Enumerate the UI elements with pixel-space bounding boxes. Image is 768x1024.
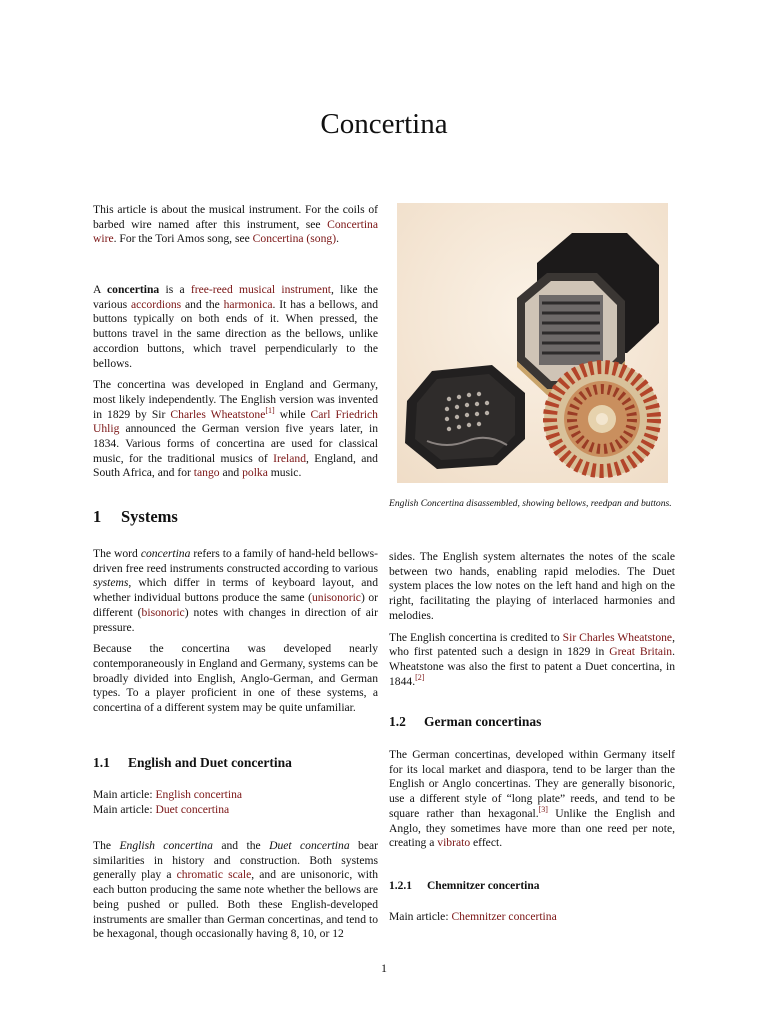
chromatic-scale-link[interactable]: chromatic scale	[176, 868, 252, 882]
concertina-illustration	[397, 203, 668, 483]
charles-wheatstone-link[interactable]: Charles Wheatstone	[170, 407, 266, 421]
concertina-song-link[interactable]: Concertina (song)	[252, 232, 337, 246]
right-column	[389, 550, 675, 696]
carl-uhlig-link[interactable]: Carl Friedrich Uhlig	[93, 407, 378, 436]
section-heading-systems: 1 Systems	[93, 507, 178, 526]
main-article-english: Main article: English concertina	[93, 788, 243, 801]
intro	[93, 283, 378, 488]
section-heading-german: 1.2 German concertinas	[389, 714, 542, 729]
tango-link[interactable]: tango	[193, 466, 220, 480]
accordions-link[interactable]: accordions	[130, 297, 182, 311]
ref-1[interactable]: [1]	[265, 405, 275, 415]
reedpan-icon	[544, 361, 660, 477]
page-number: 1	[381, 961, 387, 975]
section-english-duet	[93, 756, 378, 771]
section-chemnitzer	[389, 879, 675, 894]
free-reed-link[interactable]: free-reed musical instrument	[190, 283, 331, 296]
sir-charles-wheatstone-link[interactable]: Sir Charles Wheatstone	[562, 630, 673, 644]
chemnitzer-main	[389, 910, 675, 925]
duet-concertina-link[interactable]: Duet concertina	[155, 802, 230, 816]
ref-3[interactable]: [3]	[538, 804, 548, 814]
german-paragraph: The German concertinas, developed within Germany itself for its local market and diaspora, tend to be larger than the English or Anglo concertinas. They are generally bisonoric, use a different style of “long plate” reeds, and tend to be square rather than hexagonal.[3] Unlike the English and Anglo, they sometimes have more than one reed per note, creating a vibrato effect.	[389, 748, 675, 850]
wheatstone-paragraph: The English concertina is credited to Sir Charles Wheatstone, who first patented such a design in 1829 in Great Britain. Wheatstone was also the first to patent a Duet concertina, in 1844.[2]	[389, 630, 675, 688]
english-duet-continued: sides. The English system alternates the notes of the scale between two hands, enabling rapid melodies. The Duet system places the low notes on the left hand and high on the right, facilitating the playing of interlaced harmonies and melodies.	[389, 550, 675, 622]
main-article-chemnitzer: Main article: Chemnitzer concertina	[389, 910, 557, 923]
unisonoric-link[interactable]: unisonoric	[311, 591, 361, 605]
english-duet-paragraph: The English concertina and the Duet concertina bear similarities in history and construction. Both systems generally play a chromatic scale, and are unisonoric, with each button producing the same note whether the bellows are being pushed or pulled. Both these English-developed instruments are smaller than German concertinas, and tend to be hexagonal, though occasionally having 8, 10, or 12	[93, 839, 379, 941]
vibrato-link[interactable]: vibrato	[437, 836, 471, 850]
ireland-link[interactable]: Ireland	[273, 451, 307, 465]
page-title: Concertina	[320, 108, 448, 140]
harmonica-link[interactable]: harmonica	[223, 297, 273, 311]
figure-caption: English Concertina disassembled, showing bellows, reedpan and buttons.	[389, 498, 672, 509]
great-britain-link[interactable]: Great Britain	[609, 645, 673, 659]
polka-link[interactable]: polka	[242, 466, 268, 480]
section-german	[389, 715, 675, 730]
ref-2[interactable]: [2]	[415, 672, 425, 682]
bisonoric-link[interactable]: bisonoric	[141, 605, 185, 619]
concertina-wire-link[interactable]: Concertina wire	[93, 217, 378, 246]
german-body	[389, 748, 675, 858]
english-concertina-link[interactable]: English concertina	[155, 788, 243, 801]
section-systems	[93, 507, 378, 526]
section-heading-chemnitzer: 1.2.1 Chemnitzer concertina	[389, 880, 540, 892]
concertina-photo	[397, 203, 668, 483]
intro-paragraph-2: The concertina was developed in England and Germany, most likely independently. The English version was invented in 1829 by Sir Charles Wheatstone[1] while Carl Friedrich Uhlig announced the German version five years later, in 1834. Various forms of concertina are used for classical music, for the traditional musics of Ireland, England, and South Africa, and for tango and polka music.	[93, 378, 378, 480]
systems-paragraph-2: Because the concertina was developed nearly contemporaneously in England and Germany, systems can be broadly divided into English, Anglo-German, and German types. To a player proficient in one of these systems, a concertina of a different system may be quite unfamiliar.	[93, 642, 378, 715]
english-duet-body	[93, 839, 378, 949]
intro-paragraph-1: A concertina is a free-reed musical instrument, like the various accordions and the harmonica. It has a bellows, and buttons typically on both ends of it. When pressed, the buttons travel in the same direction as the bellows, unlike accordion buttons, which travel perpendicularly to the bellows.	[93, 283, 378, 370]
main-article-duet: Main article: Duet concertina	[93, 802, 230, 816]
systems-paragraph-1: The word concertina refers to a family of hand-held bellows-driven free reed instruments constructed according to various systems, which differ in terms of keyboard layout, and whether individual buttons produce the same (unisonoric) or different (bisonoric) notes with changes in direction of air pressure.	[93, 547, 379, 634]
systems-body	[93, 547, 378, 723]
english-duet-mains	[93, 788, 378, 817]
chemnitzer-concertina-link[interactable]: Chemnitzer concertina	[451, 910, 557, 923]
left-column	[93, 203, 378, 254]
section-heading-english-duet: 1.1 English and Duet concertina	[93, 755, 292, 770]
hatnote: This article is about the musical instrument. For the coils of barbed wire named after this instrument, see Concertina wire. For the Tori Amos song, see Concertina (song).	[93, 203, 378, 246]
